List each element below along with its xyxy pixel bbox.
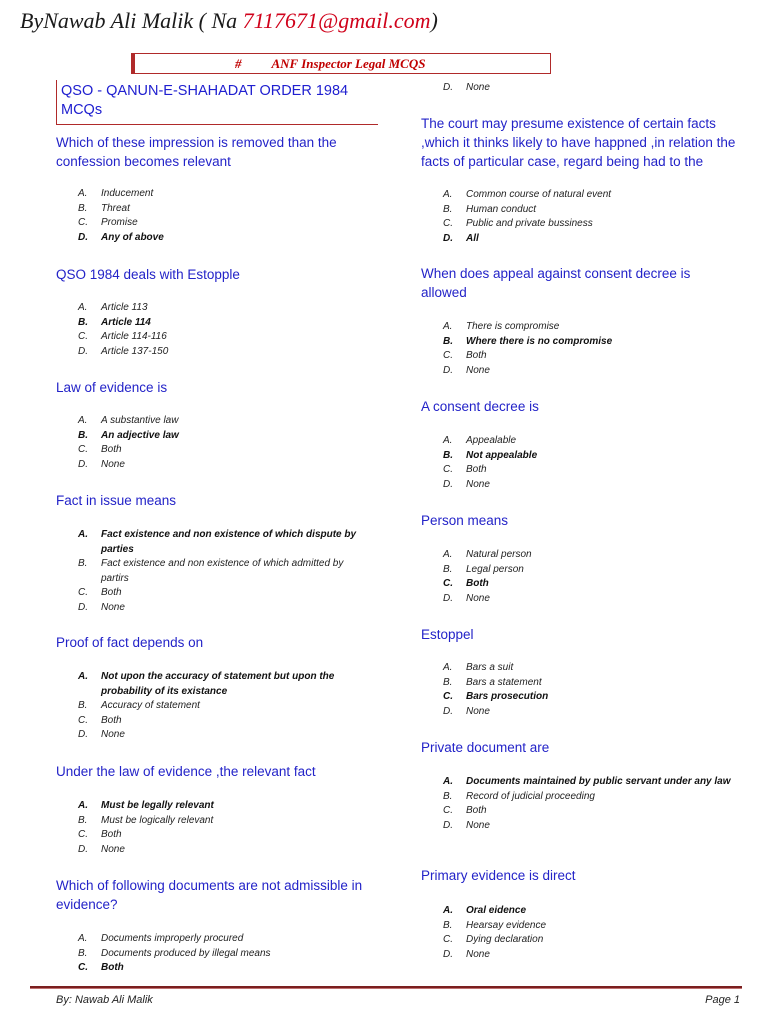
option: B. Accuracy of statement <box>78 700 200 711</box>
options-11 <box>443 548 733 606</box>
option-answer: A. Not upon the accuracy of statement but upon the probability of its existance <box>78 671 335 697</box>
page-number: Page 1 <box>705 994 740 1006</box>
option: B. Documents produced by illegal means <box>78 947 271 959</box>
option: D. None <box>78 601 125 613</box>
header-email: 7117671@gmail.com <box>242 8 431 33</box>
footer-author: By: Nawab Ali Malik <box>56 994 153 1006</box>
question-13: Private document are <box>421 740 550 755</box>
option-answer: B. Not appealable <box>443 449 538 461</box>
options-6 <box>78 799 378 857</box>
options-12 <box>443 661 733 719</box>
option: B. Threat <box>78 202 130 214</box>
option: D. None <box>443 819 490 831</box>
options-7 <box>78 932 378 976</box>
option: D. None <box>443 364 490 376</box>
header-author: ByNawab Ali Malik ( Na <box>20 8 243 33</box>
question-11: Person means <box>421 513 509 528</box>
option-answer: C. Bars prosecution <box>443 691 549 702</box>
options-13 <box>443 775 733 833</box>
question-12: Estoppel <box>421 627 474 642</box>
option: B. Bars a statement <box>443 676 542 688</box>
option: D. None <box>443 592 490 604</box>
question-6: Under the law of evidence ,the relevant fact <box>56 764 316 779</box>
options-14 <box>443 904 733 962</box>
option: C. Public and private bussiness <box>443 218 593 229</box>
option-answer: D. All <box>443 232 479 244</box>
option: B. Record of judicial proceeding <box>443 790 595 802</box>
option: C. Both <box>78 444 122 455</box>
header-suffix: ) <box>430 8 438 33</box>
question-2: QSO 1984 deals with Estopple <box>56 267 240 282</box>
question-3: Law of evidence is <box>56 380 168 395</box>
option: A. Documents improperly procured <box>78 933 244 944</box>
option: C. Both <box>443 350 487 361</box>
option-answer: B. Where there is no compromise <box>443 335 613 347</box>
options-2 <box>78 301 378 359</box>
option-answer: A. Oral eidence <box>443 905 527 916</box>
option: C. Both <box>78 587 122 598</box>
question-10: A consent decree is <box>421 399 539 414</box>
options-9 <box>443 320 733 378</box>
option: C. Both <box>78 829 122 840</box>
option: B. Must be logically relevant <box>78 814 214 826</box>
option: A. There is compromise <box>443 321 560 332</box>
option: A. A substantive law <box>78 415 179 426</box>
option: C. Both <box>443 464 487 475</box>
option: D. None <box>78 458 125 470</box>
document-title-bar <box>131 53 551 74</box>
option: D. None <box>78 843 125 855</box>
options-5 <box>78 670 368 743</box>
option: D. None <box>78 729 125 740</box>
option: D. None <box>443 705 490 717</box>
option-answer: A. Must be legally relevant <box>78 800 214 811</box>
section-title: QSO - QANUN-E-SHAHADAT ORDER 1984 MCQs <box>56 80 378 125</box>
option: C. Promise <box>78 217 138 228</box>
question-8: The court may presume existence of certain facts ,which it thinks likely to have happned ,in relation the facts of particular case, regard being had to the <box>421 116 736 169</box>
option: A. Bars a suit <box>443 662 514 673</box>
option: C. Dying declaration <box>443 934 544 945</box>
option: C. Both <box>443 805 487 816</box>
option-answer: B. Article 114 <box>78 316 151 328</box>
question-4: Fact in issue means <box>56 493 177 508</box>
option: A. Inducement <box>78 188 154 199</box>
options-3 <box>78 414 378 472</box>
option-answer: C. Both <box>443 578 489 589</box>
footer-divider <box>30 986 742 989</box>
option: D. None <box>443 948 490 960</box>
document-header <box>20 8 760 34</box>
options-10 <box>443 434 733 492</box>
option-answer: A. Documents maintained by public servant under any law <box>443 776 731 787</box>
document-title: ANF Inspector Legal MCQS <box>271 56 426 71</box>
question-5: Proof of fact depends on <box>56 635 204 650</box>
option: C. Both <box>78 714 122 726</box>
question-9: When does appeal against consent decree is allowed <box>421 266 691 300</box>
question-1: Which of these impression is removed than the confession becomes relevant <box>56 135 337 169</box>
question-14: Primary evidence is direct <box>421 868 576 883</box>
option-answer: B. An adjective law <box>78 429 179 441</box>
option: A. Natural person <box>443 549 532 560</box>
options-4 <box>78 528 368 615</box>
options-1 <box>78 187 378 245</box>
option-answer: A. Fact existence and non existence of which dispute by parties <box>78 529 357 555</box>
option: D. None <box>443 478 490 490</box>
option: B. Fact existence and non existence of which admitted by partirs <box>78 558 344 584</box>
options-8 <box>443 188 733 246</box>
option: C. Article 114-116 <box>78 331 167 342</box>
option: B. Human conduct <box>443 203 537 215</box>
option: B. Legal person <box>443 563 524 575</box>
option-answer: D. Any of above <box>78 231 164 243</box>
option: D. None <box>443 82 490 93</box>
option: D. Article 137-150 <box>78 345 169 357</box>
option: B. Hearsay evidence <box>443 919 547 931</box>
question-7: Which of following documents are not admissible in evidence? <box>56 878 363 912</box>
option: A. Article 113 <box>78 302 148 313</box>
option: A. Common course of natural event <box>443 189 612 200</box>
title-hash: # <box>235 56 242 71</box>
option-answer: C. Both <box>78 962 124 973</box>
options-continued <box>443 81 733 96</box>
option: A. Appealable <box>443 435 517 446</box>
